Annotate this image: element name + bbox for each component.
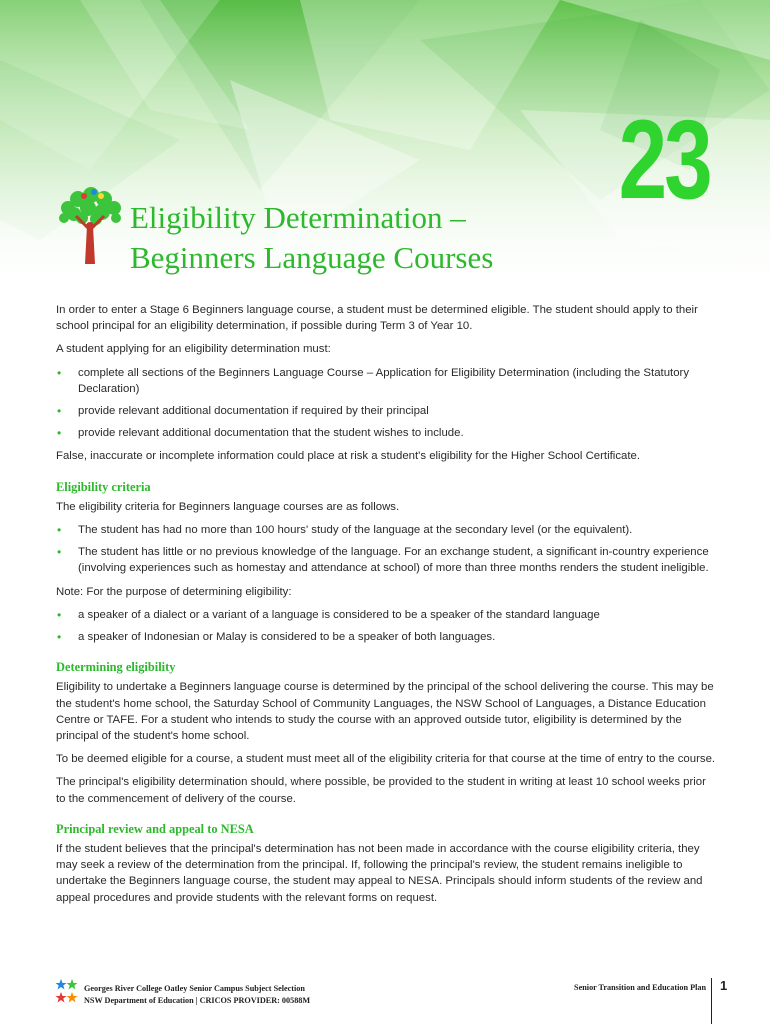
footer-line-2: NSW Department of Education | CRICOS PROVIDER: 00588M [84,995,311,1005]
intro-paragraph: In order to enter a Stage 6 Beginners language course, a student must be determined eligible. The student should apply to their school principal for an eligibility determination, if possible during Term 3 of Year 10. [56,304,698,333]
section-heading-eligibility-criteria: Eligibility criteria [56,479,151,494]
requirements-list [56,365,716,442]
footer-document-title: Senior Transition and Education Plan [574,983,706,992]
page-number: 1 [720,978,728,993]
list-item: • The student has little or no previous knowledge of the language. For an exchange student, a significant in-country experience (involving experiences such as homestay and attendance at school) of more than three months renders the student ineligible. [56,544,716,576]
footer-college-info [84,983,310,1006]
footer-line-1: Georges River College Oatley Senior Campus Subject Selection [84,984,305,993]
review-paragraph: If the student believes that the principal's determination has not been made in accordance with the course eligibility criteria, they may seek a review of the determination from the principal. If, following the principal's review, the student remains ineligible to undertake the Beginners language course, the student may appeal to NESA. Principals should inform students of the review and appeal procedures and provide students with the relevant forms on request. [56,843,703,904]
list-item: • complete all sections of the Beginners Language Course – Application for Eligibility Determination (including the Statutory Declaration) [56,365,716,397]
determining-paragraph: Eligibility to undertake a Beginners language course is determined by the principal of the school delivering the course. This may be the student's home school, the Saturday School of Community Languages, the NSW School of Languages, a Distance Education Centre or TAFE. For a student who intends to study the course with an approved outside tutor, eligibility is determined by the principal of the student's home school. [56,681,714,743]
college-tree-logo [54,186,126,268]
section-heading-determining-eligibility: Determining eligibility [56,660,176,675]
section-heading-principal-review: Principal review and appeal to NESA [56,821,254,836]
note-paragraph: Note: For the purpose of determining eligibility: [56,585,292,598]
list-item: • a speaker of Indonesian or Malay is considered to be a speaker of both languages. [56,629,716,645]
list-item: • The student has had no more than 100 hours' study of the language at the secondary level (or the equivalent). [56,522,716,538]
title-line-2: Beginners Language Courses [130,240,494,275]
criteria-list [56,522,716,577]
page-title [130,198,493,278]
criteria-paragraph: The eligibility criteria for Beginners language courses are as follows. [56,500,400,513]
page-content [56,302,716,913]
footer-divider [711,978,712,1024]
footer-stars-logo [55,978,79,1004]
list-item: • provide relevant additional documentation that the student wishes to include. [56,425,716,441]
note-list [56,607,716,645]
list-item: • provide relevant additional documentation if required by their principal [56,403,716,419]
chapter-number: 23 [619,97,710,222]
intro-paragraph: A student applying for an eligibility determination must: [56,343,331,356]
determining-paragraph: The principal's eligibility determination should, where possible, be provided to the student in writing at least 10 school weeks prior to the commencement of delivery of the course. [56,776,706,805]
list-item: • a speaker of a dialect or a variant of a language is considered to be a speaker of the standard language [56,607,716,623]
title-line-1: Eligibility Determination – [130,200,466,235]
determining-paragraph: To be deemed eligible for a course, a student must meet all of the eligibility criteria for that course at the time of entry to the course. [56,753,716,766]
warning-paragraph: False, inaccurate or incomplete information could place at risk a student's eligibility for the Higher School Certificate. [56,450,641,463]
